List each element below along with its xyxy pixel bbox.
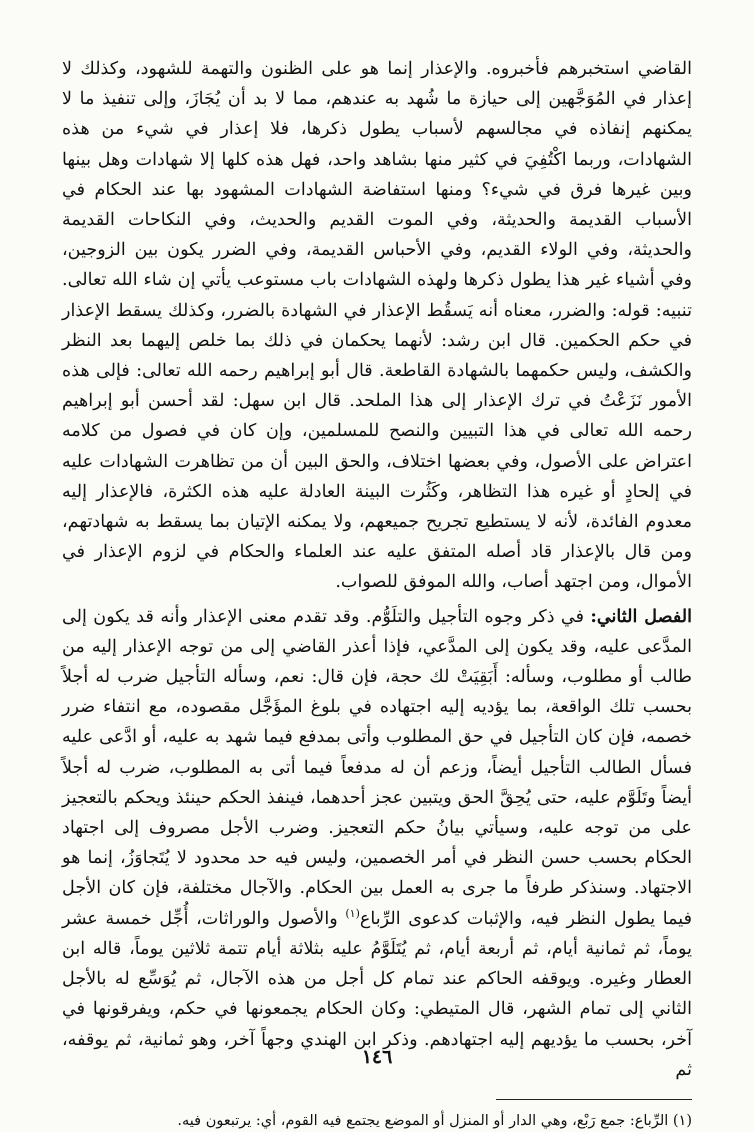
- page-number: ١٤٦: [361, 1046, 393, 1068]
- paragraph-2: [62, 602, 692, 1085]
- paragraph-1: القاضي استخبرهم فأخبروه. والإعذار إنما هو على الظنون والتهمة للشهود، وكذلك لا إعذار في المُوَجَّهين إلى حيازة ما شُهد به عندهم، مما لا بد أن يُجَازَ، وإلى تنفيذ ما لا يمكنهم إنفاذه في مجالسهم لأسباب يطول ذكرها، فلا إعذار في شيء من هذه الشهادات، وربما اكْتُفِيَ في كثير منها بشاهد واحد، فهل هذه كلها إلا شهادات وهل بينها وبين غيرها فرق في شيء؟ ومنها استفاضة الشهادات المشهود بها عند الحكام في الأسباب القديمة والحديثة، وفي الموت القديم والحديث، وفي النكاحات القديمة والحديثة، وفي الولاء القديم، وفي الأحباس القديمة، وفي الضرر يكون بين الزوجين، وفي أشياء غير هذا يطول ذكرها ولهذه الشهادات باب مستوعب يأتي إن شاء الله تعالى. تنبيه: قوله: والضرر، معناه أنه يَسقُط الإعذار في الشهادة بالضرر، وكذلك يسقط الإعذار في حكم الحكمين. قال ابن رشد: لأنهما يحكمان في ذلك بما خلص إليهما بعد النظر والكشف، وليس حكمهما بالشهادة القاطعة. قال أبو إبراهيم رحمه الله تعالى: فإلى هذه الأمور نَزَعْتُ في ترك الإعذار إلى هذا الملحد. قال ابن سهل: لقد أحسن أبو إبراهيم رحمه الله تعالى في هذا التبيين والنصح للمسلمين، وإن كان في فصول من كلامه اعتراض على الأصول، وفي بعضها اختلاف، والحق البين أن من تظاهرت الشهادات عليه في إلحادٍ أو غيره هذا التظاهر، وكَثُرت البينة العادلة عليه هذه الكثرة، فالإعذار إليه معدوم الفائدة، لأنه لا يستطيع تجريح جميعهم، ولا يمكنه الإتيان بما يسقط به شهادتهم، ومن قال بالإعذار قاد أصله المتفق عليه عند العلماء والحكام في لزوم الإعذار في الأموال، ومن اجتهد أصاب، والله الموفق للصواب.: [62, 59, 692, 593]
- footnote-marker[interactable]: (١): [345, 906, 360, 920]
- paragraph-2-text-a: في ذكر وجوه التأجيل والتلَوُّم. وقد تقدم معنى الإعذار وأنه قد يكون إلى المدَّعى عليه، وقد يكون إلى المدَّعي، فإذا أعذر القاضي إلى من توجه الإعذار إليه من طالب أو مطلوب، وسأله: أَبَقِيَتْ لك حجة، فإن قال: نعم، وسأله التأجيل ضرب له أجلاً بحسب تلك الواقعة، بما يؤديه إليه اجتهاده في بلوغ المؤَجَّل مقصوده، مع انتفاء ضرر خصمه، فإن كان التأجيل في حق المطلوب وأتى بمدفع فيما شهد به عليه، أو ادَّعى عليه فسأل الطالب التأجيل أيضاً، وزعم أن له مدفعاً فيما أتى به المطلوب، ضرب له أجلاً أيضاً وتَلَوَّم عليه، حتى يُحِقَّ الحق ويتبين عجز أحدهما، فينفذ الحكم حينئذ ويحكم بالتعجيز على من توجه عليه، وسيأتي بيانُ حكم التعجيز. وضرب الأجل مصروف إلى اجتهاد الحكام بحسب حسن النظر في أمر الخصمين، وليس فيه حد محدود لا يُتَجاوَزُ، إنما هو الاجتهاد. وسنذكر طرفاً ما جرى به العمل بين الحكام. والآجال مختلفة، فإن كان الأجل فيما يطول النظر فيه، والإثبات كدعوى الرِّباع: [62, 606, 693, 929]
- section-heading: الفصل الثاني:: [590, 605, 692, 627]
- footnote: (١) الرِّباع: جمع رَبْع، وهي الدار أو المنزل أو الموضع يجتمع فيه القوم، أي: يرتبعون فيه.: [177, 1112, 692, 1129]
- footnote-divider: [496, 1099, 692, 1100]
- main-text: [62, 54, 692, 1085]
- paragraph-2-text-b: والأصول والوراثات، أُجِّل خمسة عشر يوماً، ثم ثمانية أيام، ثم أربعة أيام، ثم يُتَلَوَّمُ عليه بثلاثة أيام تتمة ثلاثين يوماً، قاله ابن العطار وغيره. ويوقفه الحاكم عند تمام كل أجل من هذه الآجال، ثم يُوَسِّع له بالأجل الثاني إلى تمام الشهر، قال المتيطي: وكان الحكام يجمعونها في حكم، ويفرقونها في آخر، بحسب ما يؤديهم إليه اجتهادهم. وذكر ابن الهندي وجهاً آخر، وهو ثمانية، ثم يوقفه، ثم: [62, 908, 692, 1080]
